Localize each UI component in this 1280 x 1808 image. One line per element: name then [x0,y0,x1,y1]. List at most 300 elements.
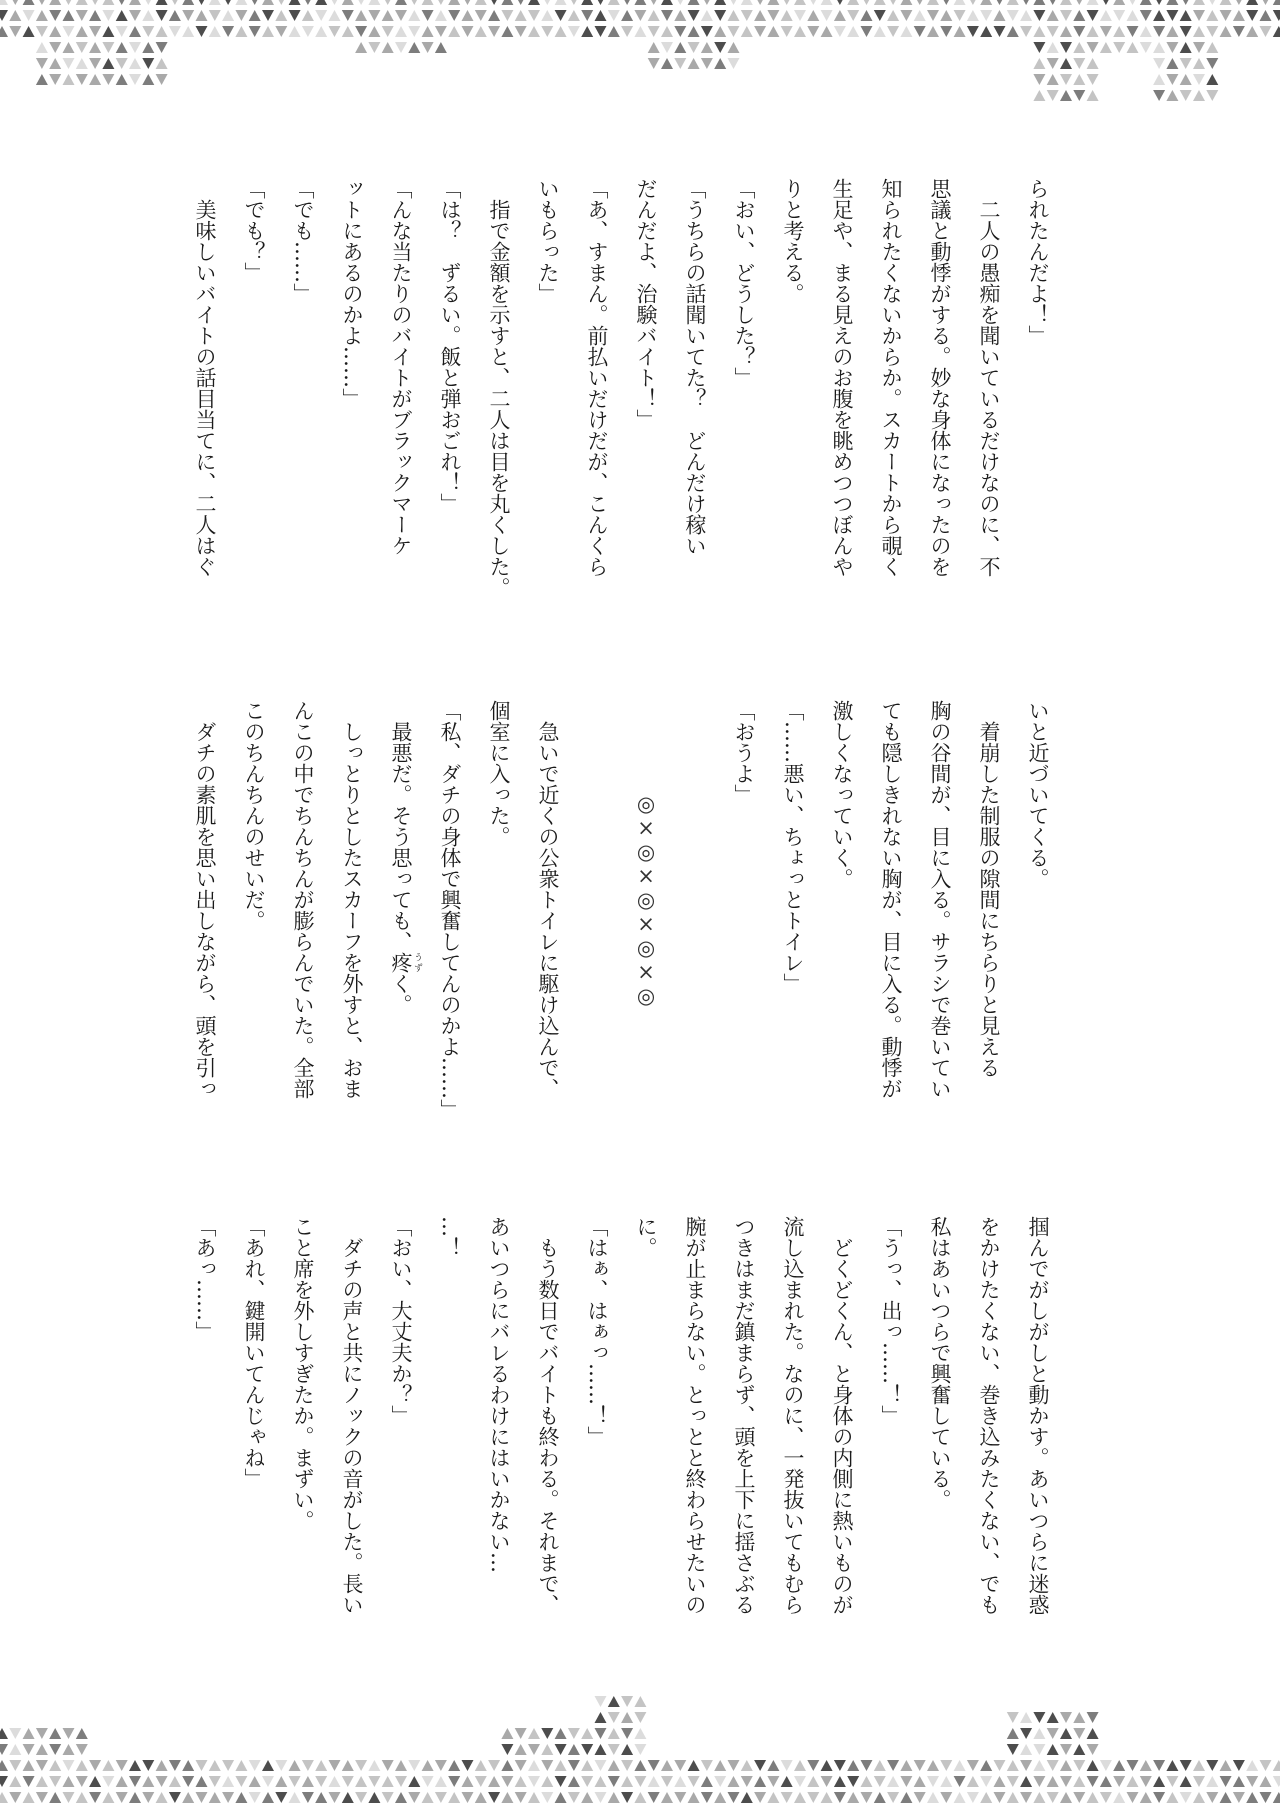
triangle-down-icon [408,0,420,5]
triangle-up-icon [741,1792,753,1803]
triangle-down-icon [116,0,128,5]
triangle-up-icon [568,1776,580,1787]
triangle-down-icon [169,0,181,5]
triangle-down-icon [1233,1792,1245,1803]
text-line: 二人の愚痴を聞いているだけなのに、不 [977,178,1001,577]
triangle-up-icon [794,1760,806,1771]
triangle-down-icon [1260,26,1272,37]
triangle-down-icon [249,1792,261,1803]
triangle-down-icon [781,1792,793,1803]
triangle-up-icon [102,1792,114,1803]
triangle-down-icon [169,26,181,37]
triangle-up-icon [329,1776,341,1787]
triangle-up-icon [900,1760,912,1771]
triangle-down-icon [0,1744,8,1755]
triangle-down-icon [475,1776,487,1787]
triangle-down-icon [395,42,407,53]
triangle-down-icon [435,1760,447,1771]
triangle-down-icon [89,0,101,5]
text-line: 生足や、まる見えのお腹を眺めつつぼんや [830,178,854,577]
triangle-down-icon [648,1760,660,1771]
triangle-up-icon [595,1744,607,1755]
text-line: 流し込まれた。なのに、一発抜いてもむら [781,1216,805,1615]
triangle-up-icon [648,42,660,53]
triangle-up-icon [422,0,434,5]
triangle-down-icon [355,1792,367,1803]
triangle-down-icon [861,1792,873,1803]
ruby-base: 疼 [389,952,413,973]
triangle-up-icon [1193,58,1205,69]
ruby-reading: うず [412,952,422,973]
triangle-up-icon [342,1760,354,1771]
triangle-down-icon [714,1776,726,1787]
triangle-up-icon [861,10,873,21]
triangle-down-icon [488,26,500,37]
text-line: つきはまだ鎮まらず、頭を上下に揺さぶる [732,1216,756,1615]
triangle-down-icon [289,10,301,21]
triangle-up-icon [0,0,8,5]
triangle-down-icon [608,10,620,21]
triangle-up-icon [209,1792,221,1803]
triangle-down-icon [701,1792,713,1803]
triangle-up-icon [156,1760,168,1771]
triangle-down-icon [1233,26,1245,37]
triangle-up-icon [49,1760,61,1771]
triangle-down-icon [541,1792,553,1803]
text-line: ダチの声と共にノックの音がした。長い [340,1216,364,1615]
triangle-up-icon [1206,10,1218,21]
triangle-down-icon [0,1776,8,1787]
triangle-up-icon [23,1792,35,1803]
triangle-down-icon [1206,1792,1218,1803]
triangle-down-icon [634,1744,646,1755]
triangle-up-icon [1073,1712,1085,1723]
text-line: どくどくん、と身体の内側に熱いものが [830,1216,854,1615]
triangle-down-icon [435,1792,447,1803]
text-line: 知られたくないからか。スカートから覗く [879,178,903,577]
triangle-up-icon [129,0,141,5]
triangle-down-icon [1073,90,1085,101]
triangle-up-icon [927,26,939,37]
triangle-up-icon [408,10,420,21]
triangle-down-icon [129,1776,141,1787]
triangle-up-icon [1273,0,1280,5]
triangle-up-icon [581,1728,593,1739]
triangle-down-icon [368,42,380,53]
triangle-up-icon [861,1776,873,1787]
text-line: 「……悪い、ちょっとトイレ」 [781,700,805,994]
triangle-down-icon [302,0,314,5]
triangle-down-icon [395,1776,407,1787]
triangle-up-icon [1007,26,1019,37]
triangle-down-icon [794,1776,806,1787]
triangle-up-icon [1087,26,1099,37]
triangle-up-icon [1166,58,1178,69]
triangle-down-icon [661,10,673,21]
triangle-down-icon [515,1792,527,1803]
triangle-up-icon [1193,90,1205,101]
triangle-up-icon [847,26,859,37]
triangle-up-icon [116,10,128,21]
triangle-down-icon [914,26,926,37]
triangle-down-icon [900,10,912,21]
triangle-pattern-bottom-border [0,1680,1280,1808]
triangle-down-icon [289,1776,301,1787]
text-line: 「は？ ずるい。飯と弾おごれ！」 [438,178,462,514]
triangle-down-icon [515,0,527,5]
triangle-down-icon [1153,90,1165,101]
triangle-down-icon [1127,1792,1139,1803]
triangle-up-icon [1047,74,1059,85]
triangle-up-icon [395,26,407,37]
triangle-down-icon [36,1792,48,1803]
triangle-down-icon [36,58,48,69]
triangle-down-icon [302,26,314,37]
triangle-down-icon [1007,1776,1019,1787]
text-line: 「あ、すまん。前払いだけだが、こんくら [585,178,609,577]
triangle-down-icon [1020,1728,1032,1739]
triangle-up-icon [1193,1760,1205,1771]
triangle-down-icon [634,1776,646,1787]
triangle-up-icon [754,1776,766,1787]
triangle-down-icon [36,1728,48,1739]
triangle-up-icon [1060,1728,1072,1739]
text-segment: く。 [389,973,413,1015]
triangle-down-icon [1073,1760,1085,1771]
triangle-down-icon [49,42,61,53]
triangle-up-icon [980,26,992,37]
triangle-down-icon [222,26,234,37]
text-line: 「んな当たりのバイトがブラックマーケ [389,178,413,556]
triangle-down-icon [462,1792,474,1803]
triangle-up-icon [1060,58,1072,69]
triangle-up-icon [1166,26,1178,37]
triangle-up-icon [741,0,753,5]
triangle-up-icon [1140,1760,1152,1771]
triangle-up-icon [608,0,620,5]
triangle-up-icon [475,0,487,5]
triangle-down-icon [688,10,700,21]
triangle-down-icon [23,10,35,21]
text-line: をかけたくない、巻き込みたくない、でも [977,1216,1001,1615]
triangle-up-icon [1127,42,1139,53]
triangle-down-icon [595,1792,607,1803]
triangle-up-icon [621,1712,633,1723]
triangle-down-icon [1047,58,1059,69]
triangle-up-icon [501,1760,513,1771]
triangle-up-icon [1087,1760,1099,1771]
triangle-down-icon [1033,1776,1045,1787]
triangle-up-icon [1166,90,1178,101]
triangle-down-icon [382,26,394,37]
triangle-up-icon [1166,1792,1178,1803]
triangle-up-icon [515,10,527,21]
triangle-up-icon [528,1728,540,1739]
triangle-down-icon [196,0,208,5]
triangle-down-icon [1260,1792,1272,1803]
triangle-up-icon [741,1760,753,1771]
triangle-up-icon [275,10,287,21]
triangle-up-icon [102,0,114,5]
triangle-up-icon [728,10,740,21]
triangle-up-icon [1153,1776,1165,1787]
text-line: 「おい、どうした？」 [732,178,756,388]
triangle-down-icon [1140,10,1152,21]
triangle-up-icon [621,1776,633,1787]
triangle-down-icon [701,26,713,37]
triangle-up-icon [368,1760,380,1771]
triangle-up-icon [448,0,460,5]
text-block-upper [180,178,1062,618]
triangle-up-icon [1220,1760,1232,1771]
triangle-up-icon [874,1792,886,1803]
triangle-up-icon [422,1760,434,1771]
triangle-down-icon [581,1744,593,1755]
triangle-down-icon [1060,1712,1072,1723]
triangle-up-icon [555,1760,567,1771]
triangle-down-icon [382,1792,394,1803]
triangle-up-icon [528,1760,540,1771]
triangle-up-icon [714,58,726,69]
triangle-up-icon [1180,74,1192,85]
triangle-up-icon [1180,10,1192,21]
triangle-down-icon [648,58,660,69]
text-line: 「あっ……」 [193,1216,217,1342]
triangle-down-icon [275,0,287,5]
triangle-down-icon [368,10,380,21]
triangle-up-icon [1246,0,1258,5]
triangle-down-icon [595,1760,607,1771]
triangle-down-icon [102,42,114,53]
triangle-up-icon [821,1792,833,1803]
triangle-up-icon [289,1792,301,1803]
triangle-down-icon [821,1776,833,1787]
triangle-down-icon [1180,26,1192,37]
triangle-up-icon [36,74,48,85]
triangle-down-icon [595,1696,607,1707]
triangle-up-icon [435,1776,447,1787]
triangle-up-icon [9,10,21,21]
triangle-down-icon [940,1760,952,1771]
triangle-down-icon [967,26,979,37]
triangle-up-icon [235,1792,247,1803]
triangle-up-icon [1193,1792,1205,1803]
triangle-down-icon [595,1728,607,1739]
triangle-up-icon [422,1792,434,1803]
triangle-up-icon [1233,1776,1245,1787]
triangle-up-icon [1047,10,1059,21]
text-line: 「おい、大丈夫か？」 [389,1216,413,1426]
triangle-down-icon [89,1760,101,1771]
triangle-up-icon [927,1760,939,1771]
triangle-up-icon [76,1728,88,1739]
triangle-up-icon [1220,1792,1232,1803]
triangle-down-icon [621,26,633,37]
triangle-down-icon [1140,42,1152,53]
triangle-up-icon [847,0,859,5]
triangle-down-icon [435,0,447,5]
triangle-down-icon [1047,0,1059,5]
triangle-down-icon [302,1792,314,1803]
triangle-down-icon [36,0,48,5]
triangle-down-icon [1100,1760,1112,1771]
triangle-down-icon [89,58,101,69]
triangle-down-icon [49,1744,61,1755]
triangle-down-icon [914,1792,926,1803]
triangle-up-icon [980,1760,992,1771]
triangle-up-icon [781,1776,793,1787]
triangle-down-icon [116,58,128,69]
triangle-down-icon [156,10,168,21]
triangle-down-icon [182,10,194,21]
triangle-down-icon [608,1744,620,1755]
triangle-up-icon [0,1728,8,1739]
triangle-up-icon [967,1776,979,1787]
triangle-up-icon [116,1776,128,1787]
triangle-up-icon [36,1776,48,1787]
triangle-up-icon [1060,26,1072,37]
triangle-up-icon [395,0,407,5]
triangle-up-icon [209,0,221,5]
triangle-up-icon [914,1776,926,1787]
text-line: 「私、ダチの身体で興奮してんのかよ……」 [438,700,462,1120]
triangle-down-icon [329,26,341,37]
triangle-down-icon [475,10,487,21]
triangle-down-icon [794,10,806,21]
text-line: もう数日でバイトも終わる。それまで、 [536,1216,560,1615]
triangle-up-icon [794,26,806,37]
triangle-up-icon [129,58,141,69]
triangle-down-icon [1060,1744,1072,1755]
triangle-up-icon [701,10,713,21]
triangle-up-icon [1073,1776,1085,1787]
triangle-down-icon [1100,26,1112,37]
triangle-down-icon [900,1776,912,1787]
triangle-up-icon [1220,0,1232,5]
triangle-down-icon [1180,0,1192,5]
triangle-up-icon [63,1744,75,1755]
text-line: このちんちんのせいだ。 [242,700,266,931]
triangle-down-icon [102,1776,114,1787]
triangle-down-icon [448,1776,460,1787]
triangle-up-icon [701,42,713,53]
triangle-up-icon [1047,1776,1059,1787]
triangle-down-icon [914,0,926,5]
triangle-up-icon [182,26,194,37]
triangle-up-icon [1206,74,1218,85]
triangle-down-icon [9,1760,21,1771]
triangle-down-icon [63,0,75,5]
triangle-down-icon [1273,10,1280,21]
triangle-up-icon [156,26,168,37]
text-line: 「でも……」 [291,178,315,304]
text-segment: 最悪だ。そう思っても、 [389,700,413,952]
triangle-down-icon [887,26,899,37]
triangle-down-icon [728,1760,740,1771]
triangle-up-icon [1007,1760,1019,1771]
triangle-up-icon [1007,1792,1019,1803]
triangle-down-icon [1073,1792,1085,1803]
triangle-up-icon [408,1776,420,1787]
triangle-down-icon [355,0,367,5]
triangle-down-icon [767,10,779,21]
triangle-down-icon [714,42,726,53]
triangle-up-icon [634,26,646,37]
triangle-down-icon [1060,1776,1072,1787]
triangle-up-icon [994,1776,1006,1787]
triangle-up-icon [1273,26,1280,37]
triangle-up-icon [23,1728,35,1739]
triangle-up-icon [648,10,660,21]
triangle-up-icon [1060,90,1072,101]
triangle-up-icon [156,1792,168,1803]
triangle-up-icon [634,1728,646,1739]
triangle-down-icon [994,0,1006,5]
triangle-down-icon [329,1792,341,1803]
triangle-down-icon [9,1728,21,1739]
text-line: 私はあいつらで興奮している。 [928,1216,952,1510]
triangle-down-icon [728,1792,740,1803]
triangle-up-icon [422,26,434,37]
triangle-down-icon [927,1776,939,1787]
triangle-up-icon [528,0,540,5]
triangle-up-icon [1060,1760,1072,1771]
triangle-down-icon [528,1744,540,1755]
triangle-down-icon [0,10,8,21]
triangle-down-icon [634,10,646,21]
triangle-up-icon [196,1776,208,1787]
triangle-up-icon [807,1776,819,1787]
triangle-down-icon [714,10,726,21]
triangle-down-icon [1033,42,1045,53]
triangle-up-icon [1246,1760,1258,1771]
triangle-up-icon [887,1776,899,1787]
triangle-up-icon [634,1760,646,1771]
triangle-up-icon [741,26,753,37]
triangle-down-icon [834,1792,846,1803]
triangle-up-icon [634,0,646,5]
text-line: 指で金額を示すと、二人は目を丸くした。 [487,178,511,598]
triangle-up-icon [1020,1776,1032,1787]
triangle-down-icon [36,26,48,37]
triangle-down-icon [1060,74,1072,85]
triangle-up-icon [728,1776,740,1787]
triangle-up-icon [515,1776,527,1787]
triangle-up-icon [1073,1744,1085,1755]
triangle-down-icon [541,1760,553,1771]
triangle-down-icon [395,10,407,21]
triangle-down-icon [834,1760,846,1771]
triangle-down-icon [249,0,261,5]
triangle-up-icon [1033,1792,1045,1803]
triangle-down-icon [1087,1744,1099,1755]
triangle-up-icon [714,1792,726,1803]
triangle-down-icon [76,42,88,53]
triangle-down-icon [49,74,61,85]
triangle-down-icon [874,10,886,21]
triangle-up-icon [661,58,673,69]
text-line: 「あれ、鍵開いてんじゃね」 [242,1216,266,1489]
text-block-lower [180,1216,1062,1656]
triangle-down-icon [209,1776,221,1787]
triangle-down-icon [1246,10,1258,21]
triangle-up-icon [661,26,673,37]
triangle-up-icon [847,1792,859,1803]
text-line: 掴んでがしがしと動かす。あいつらに迷惑 [1026,1216,1050,1615]
triangle-down-icon [501,10,513,21]
text-line: しっとりとしたスカーフを外すと、おま [340,700,364,1099]
triangle-up-icon [182,1792,194,1803]
